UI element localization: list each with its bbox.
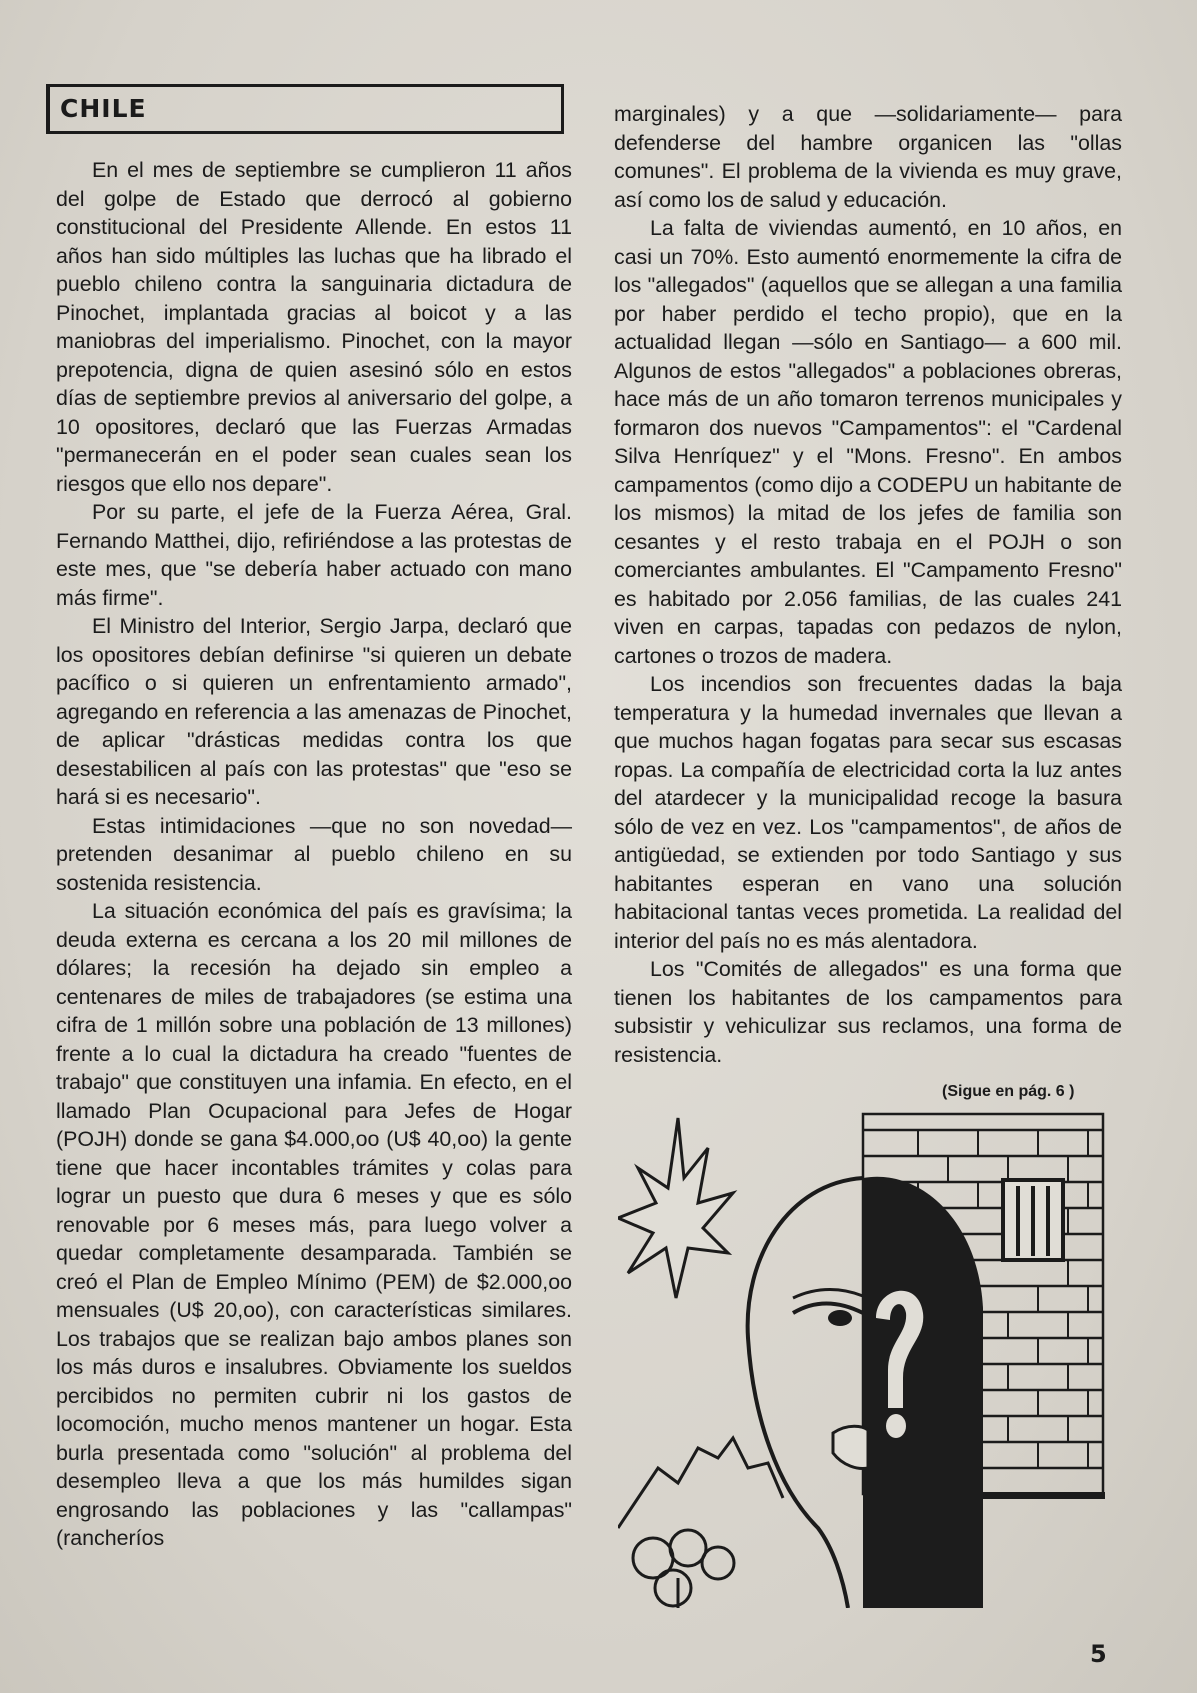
paragraph: Por su parte, el jefe de la Fuerza Aérea, Gral. Fernando Matthei, dijo, refiriéndose a las protestas de este mes, que "se debería haber actuado con mano más firme". bbox=[56, 500, 572, 610]
paragraph: En el mes de septiembre se cumplieron 11 años del golpe de Estado que derrocó al gobierno constitucional del Presidente Allende. En estos 11 años han sido múltiples las luchas que ha librado el pueblo chileno contra la sanguinaria dictadura de Pinochet, implantada gracias al boicot y a las maniobras del imperialismo. Pinochet, con la mayor prepotencia, digna de quien asesinó sólo en estos días de septiembre previos al aniversario del golpe, a 10 opositores, declaró que las Fuerzas Armadas "permanecerán en el poder sean cuales sean los riesgos que ello nos depare". bbox=[56, 158, 572, 496]
paragraph: El Ministro del Interior, Sergio Jarpa, declaró que los opositores debían definirse "si quieren un debate pacífico o si quieren un enfrentamiento armado", agregando en referencia a las amenazas de Pinochet, de aplicar "drásticas medidas contra los que desestabilicen al país con las protestas" que "eso se hará si es necesario". bbox=[56, 614, 572, 809]
right-column bbox=[614, 100, 1122, 1069]
paragraph: Los incendios son frecuentes dadas la baja temperatura y la humedad invernales que llevan a que muchos hagan fogatas para secar sus escasas ropas. La compañía de electricidad corta la luz antes del atardecer y la municipalidad recoge la basura sólo de vez en vez. Los "campamentos", de años de antigüedad, se extienden por todo Santiago y sus habitantes esperan en vano una solución habitacional tantas veces prometida. La realidad del interior del país no es más alentadora. bbox=[614, 672, 1122, 953]
section-title: CHILE bbox=[60, 94, 147, 123]
dark-head bbox=[863, 1177, 983, 1608]
continued-note: (Sigue en pág. 6 ) bbox=[942, 1083, 1075, 1100]
paragraph: La situación económica del país es gravísima; la deuda externa es cercana a los 20 mil millones de dólares; la recesión ha dejado sin empleo a centenares de miles de trabajadores (se estima una cifra de 1 millón sobre una población de 13 millones) frente a lo cual la dictadura ha creado "fuentes de trabajo" que constituyen una infamia. En efecto, en el llamado Plan Ocupacional para Jefes de Hogar (POJH) donde se gana $4.000,oo (U$ 40,oo) la gente tiene que hacer incontables trámites y colas para lograr un puesto que dura 6 meses y que es sólo renovable por 6 meses más, para luego volver a quedar completamente desamparada. También se creó el Plan de Empleo Mínimo (PEM) de $2.000,oo mensuales (U$ 20,oo), con características similares. Los trabajos que se realizan bajo ambos planes son los más duros e insalubres. Obviamente los sueldos percibidos no permiten cubrir ni los gastos de locomoción, mucho menos mantener un hogar. Esta burla presentada como "solución" al problema del desempleo lleva a que los más humildes sigan engrosando las poblaciones y las "callampas" (rancheríos bbox=[56, 899, 572, 1550]
face-outline bbox=[748, 1178, 863, 1608]
mountains bbox=[618, 1438, 783, 1528]
eye bbox=[793, 1304, 863, 1313]
left-column bbox=[56, 156, 572, 1553]
barred-window-icon bbox=[1003, 1180, 1063, 1260]
illustration-face-question bbox=[618, 1108, 1118, 1608]
paragraph: La falta de viviendas aumentó, en 10 años, en casi un 70%. Esto aumentó enormemente la cifra de los "allegados" (aquellos que se allegan a una familia por haber perdido el techo propio), que en la actualidad llegan —sólo en Santiago— a 600 mil. Algunos de estos "allegados" a poblaciones obreras, hace más de un año tomaron terrenos municipales y formaron dos nuevos "Campamentos": el "Cardenal Silva Henríquez" y el "Mons. Fresno". En ambos campamentos (como dijo a CODEPU un habitante de los mismos) la mitad de los jefes de familia son cesantes y el resto trabaja en el POJH o son comerciantes ambulantes. El "Campamento Fresno" es habitado por 2.056 familias, de las cuales 241 viven en carpas, tapadas con pedazos de nylon, cartones o trozos de madera. bbox=[614, 216, 1122, 668]
smoke-clouds bbox=[633, 1530, 734, 1608]
paragraph: Los "Comités de allegados" es una forma que tienen los habitantes de los campamentos para subsistir y vehiculizar sus reclamos, una forma de resistencia. bbox=[614, 957, 1122, 1067]
paragraph-continuation: marginales) y a que —solidariamente— para defenderse del hambre organicen las "ollas comunes". El problema de la vivienda es muy grave, así como los de salud y educación. bbox=[614, 102, 1122, 212]
paragraph: Estas intimidaciones —que no son novedad— pretenden desanimar al pueblo chileno en su sostenida resistencia. bbox=[56, 813, 572, 895]
lips bbox=[833, 1426, 868, 1468]
page-number: 5 bbox=[1090, 1640, 1107, 1668]
section-header-box bbox=[46, 84, 564, 134]
explosion-icon bbox=[618, 1118, 733, 1298]
